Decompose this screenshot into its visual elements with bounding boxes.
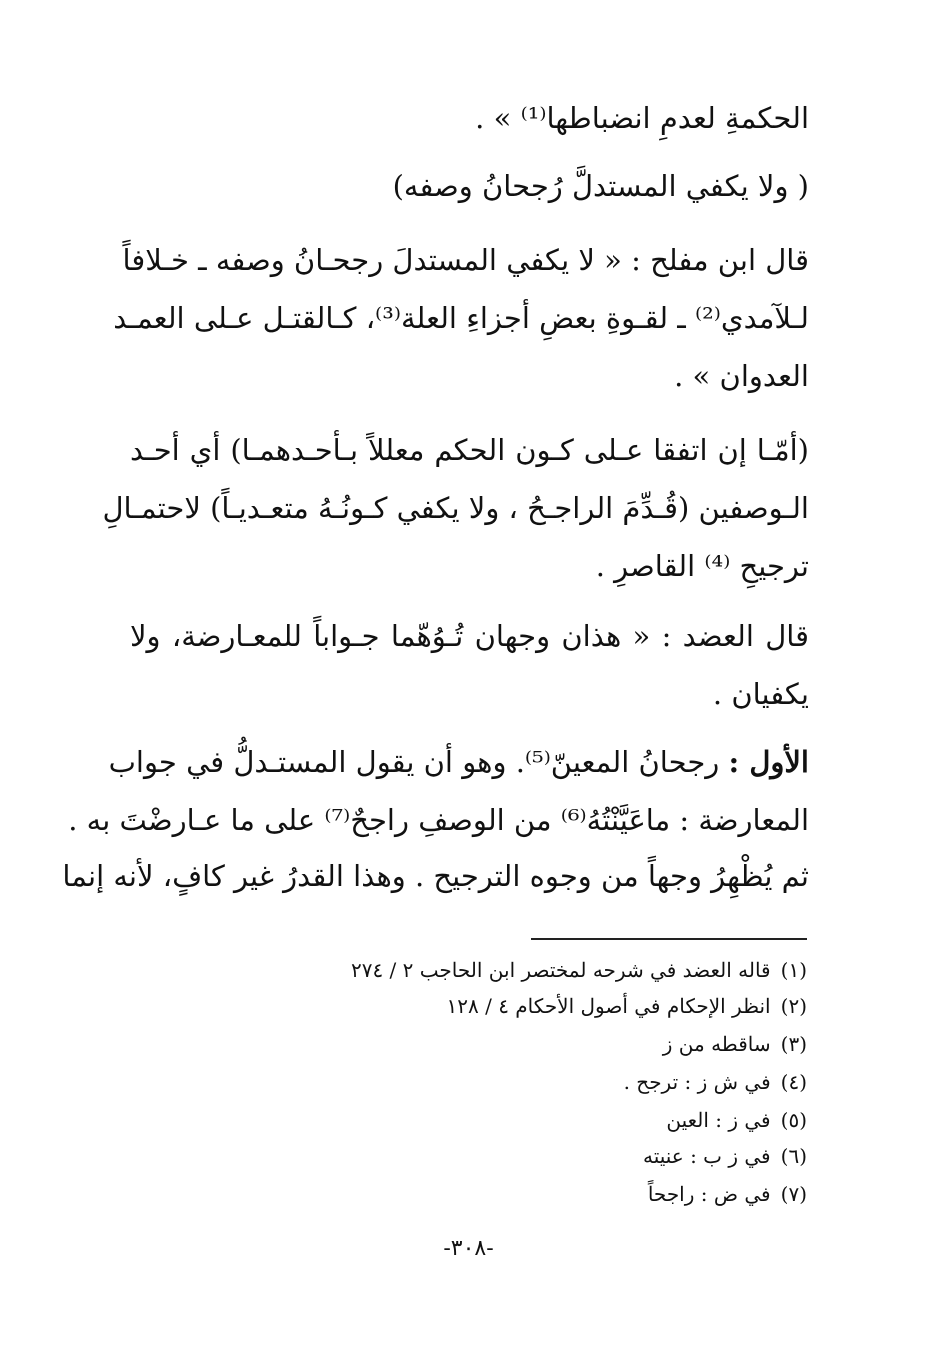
footnote-5 — [666, 1106, 807, 1134]
body-line-2: ( ولا يكفي المستدلَّ رُجحانُ وصفه) — [392, 169, 809, 203]
footnote-number: (٥) — [780, 1108, 807, 1132]
footnote-7 — [648, 1180, 807, 1208]
footnote-text: ساقطه من ز — [662, 1032, 771, 1056]
footnote-number: (٦) — [780, 1144, 807, 1168]
footnote-text: في ض : راجحاً — [647, 1182, 771, 1206]
footnote-1 — [351, 956, 807, 984]
first-point-heading: الأول : — [728, 745, 809, 779]
body-line-7: الـوصفين (قُـدِّمَ الراجـحُ ، ولا يكفي كـونُـهُ متعـديـاً) لاحتمـالِ — [102, 491, 809, 525]
footnote-text: في ز : العين — [666, 1108, 771, 1132]
body-line-3: قال ابن مفلح : « لا يكفي المستدلَ رجحـانُ وصفه ـ خـلافاً — [122, 243, 809, 277]
body-line-13: ثم يُظْهِرُ وجهاً من وجوه الترجيح . وهذا القدرُ غير كافٍ، لأنه إنما — [62, 859, 809, 893]
footnote-number: (١) — [780, 958, 807, 982]
footnote-4 — [624, 1068, 807, 1096]
footnote-text: في ش ز : ترجح . — [623, 1070, 771, 1094]
footnote-text: انظر الإحكام في أصول الأحكام ٤ / ١٢٨ — [446, 994, 771, 1018]
footnote-number: (٤) — [780, 1070, 807, 1094]
body-line-11-text: رجحانُ المعينّ⁽⁵⁾. وهو أن يقول المستـدلُّ في جواب — [108, 745, 720, 779]
body-line-10: يكفيان . — [712, 677, 809, 711]
body-line-9: قال العضد : « هذان وجهان تُـوُهّما جـواباً للمعـارضة، ولا — [130, 619, 809, 653]
footnote-separator — [531, 938, 807, 940]
body-line-12: المعارضة : ماعَيَّنْتُهُ⁽⁶⁾ من الوصفِ راجحٌ⁽⁷⁾ على ما عـارضْتَ به . — [68, 803, 809, 837]
footnote-text: قاله العضد في شرحه لمختصر ابن الحاجب ٢ / ٢٧٤ — [350, 958, 771, 982]
page-number: -٣٠٨- — [443, 1236, 494, 1261]
footnote-2 — [447, 992, 808, 1020]
footnote-3 — [663, 1030, 807, 1058]
footnote-number: (٢) — [780, 994, 807, 1018]
footnote-number: (٧) — [780, 1182, 807, 1206]
body-line-5: العدوان » . — [674, 359, 809, 393]
body-line-1: الحكمةِ لعدمِ انضباطها⁽¹⁾ » . — [475, 101, 809, 135]
body-line-8: ترجيحِ ⁽⁴⁾ القاصرِ . — [595, 549, 809, 583]
body-line-4: لـلآمدي⁽²⁾ ـ لقـوةِ بعضِ أجزاءِ العلة⁽³⁾، كـالقتـل عـلى العمـد — [113, 301, 809, 335]
body-line-6: (أمّـا إن اتفقا عـلى كـون الحكم معللاً بـأحـدهمـا) أي أحـد — [130, 433, 809, 467]
footnote-text: في ز ب : عنيته — [642, 1144, 771, 1168]
footnote-6 — [643, 1142, 807, 1170]
body-line-11 — [108, 742, 809, 782]
footnote-number: (٣) — [780, 1032, 807, 1056]
